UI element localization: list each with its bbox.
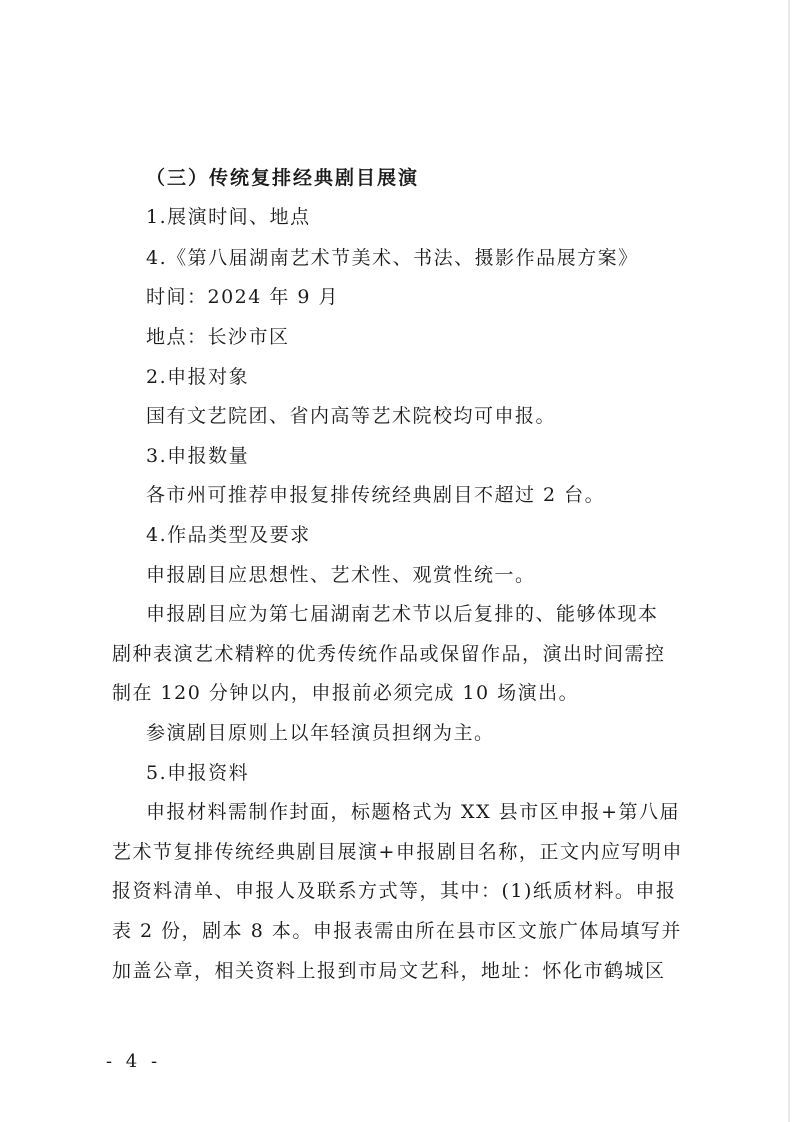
page-number: - 4 -	[106, 1051, 162, 1072]
paragraph-line: 表 2 份，剧本 8 本。申报表需由所在县市区文旅广体局填写并	[112, 920, 682, 942]
paragraph-line: 申报剧目应思想性、艺术性、观赏性统一。	[146, 564, 536, 586]
paragraph-line: 1.展演时间、地点	[146, 206, 311, 228]
paragraph-line: 报资料清单、申报人及联系方式等，其中：(1)纸质材料。申报	[112, 880, 677, 902]
paragraph-line: 制在 120 分钟以内，申报前必须完成 10 场演出。	[112, 682, 580, 704]
paragraph-line: 参演剧目原则上以年轻演员担纲为主。	[146, 722, 495, 744]
paragraph-line: 剧种表演艺术精粹的优秀传统作品或保留作品，演出时间需控	[112, 643, 666, 665]
paragraph-line: 4.作品类型及要求	[146, 524, 311, 546]
paragraph-line: 各市州可推荐申报复排传统经典剧目不超过 2 台。	[146, 484, 606, 506]
paragraph-line: 时间：2024 年 9 月	[146, 286, 340, 308]
page-edge-divider	[788, 0, 790, 1122]
paragraph-line: 申报剧目应为第七届湖南艺术节以后复排的、能够体现本	[146, 603, 659, 625]
paragraph-line: 3.申报数量	[146, 445, 250, 467]
paragraph-line: 5.申报资料	[146, 762, 250, 784]
paragraph-line: 4.《第八届湖南艺术节美术、书法、摄影作品展方案》	[146, 247, 639, 269]
paragraph-line: 2.申报对象	[146, 366, 250, 388]
paragraph-line: 申报材料需制作封面，标题格式为 XX 县市区申报+第八届	[146, 801, 681, 823]
paragraph-line: 地点：长沙市区	[146, 326, 290, 348]
section-heading: （三）传统复排经典剧目展演	[146, 167, 420, 189]
paragraph-line: 加盖公章，相关资料上报到市局文艺科，地址：怀化市鹤城区	[112, 960, 666, 982]
paragraph-line: 艺术节复排传统经典剧目展演+申报剧目名称，正文内应写明申	[112, 841, 683, 863]
paragraph-line: 国有文艺院团、省内高等艺术院校均可申报。	[146, 405, 557, 427]
